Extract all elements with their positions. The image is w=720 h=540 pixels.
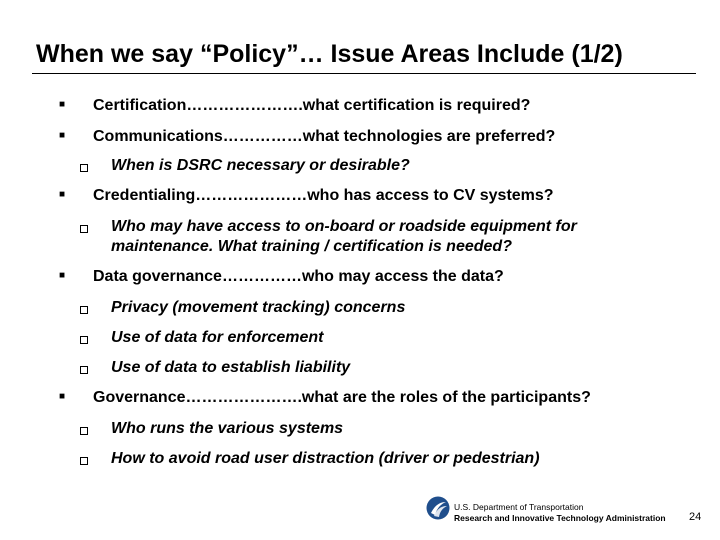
square-bullet-icon [80,164,88,172]
dot-logo-icon [426,496,450,520]
list-item: Who may have access to on-board or roadside equipment for [111,218,577,235]
footer-department: U.S. Department of Transportation [454,502,584,512]
square-bullet-icon [80,457,88,465]
square-bullet-icon [80,366,88,374]
bullet-icon: ■ [59,270,66,281]
list-item: When is DSRC necessary or desirable? [111,157,410,174]
list-item: Use of data for enforcement [111,329,324,346]
bullet-icon: ■ [59,391,66,402]
square-bullet-icon [80,336,88,344]
bullet-icon: ■ [59,99,66,110]
list-item: How to avoid road user distraction (driver or pedestrian) [111,450,540,467]
list-item: Who runs the various systems [111,420,344,437]
list-item: Credentialing…………………who has access to CV systems? [93,187,554,204]
list-item: Privacy (movement tracking) concerns [111,299,406,316]
page-number: 24 [689,511,702,523]
square-bullet-icon [80,306,88,314]
square-bullet-icon [80,225,88,233]
list-item: Data governance……………who may access the data? [93,268,504,285]
bullet-icon: ■ [59,130,66,141]
bullet-icon: ■ [59,189,66,200]
list-item: Certification………………….what certification is required? [93,97,531,114]
list-item: Use of data to establish liability [111,359,351,376]
list-item: Governance………………….what are the roles of the participants? [93,389,591,406]
title-divider [32,73,696,74]
list-item-continuation: maintenance. What training / certification is needed? [111,238,512,255]
square-bullet-icon [80,427,88,435]
slide-title: When we say “Policy”… Issue Areas Include (1/2) [36,40,623,68]
list-item: Communications……………what technologies are preferred? [93,128,556,145]
footer-administration: Research and Innovative Technology Administration [454,513,666,523]
